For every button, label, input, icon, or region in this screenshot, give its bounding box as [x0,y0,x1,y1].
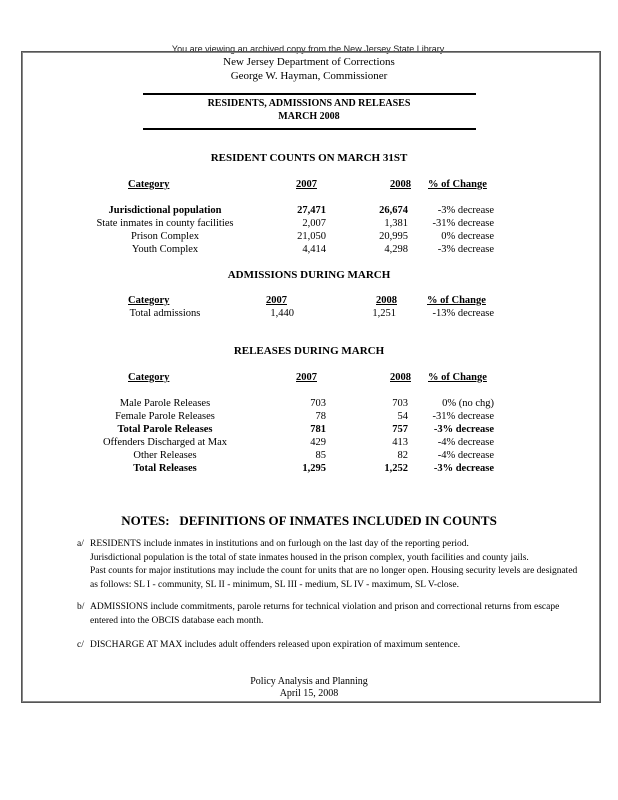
archive-watermark: You are viewing an archived copy from the New Jersey State Library. [171,44,447,54]
note-line: ADMISSIONS include commitments, parole returns for technical violation and prison and correctional returns from escape [90,602,560,612]
admissions-col-2007: 2007 [266,295,287,306]
row-change: -3% decrease [433,463,494,474]
title-rule-bottom [143,128,476,130]
title-rule-top [143,93,476,95]
admissions-row [0,308,618,321]
row-2008: 413 [392,437,408,448]
row-2007: 21,050 [297,231,326,242]
row-2008: 4,298 [384,244,408,255]
residents-col-category: Category [128,179,170,190]
row-2007: 1,295 [302,463,326,474]
row-change: -4% decrease [437,450,494,461]
row-2008: 20,995 [379,231,408,242]
releases-row [0,437,618,450]
row-2007: 4,414 [302,244,326,255]
row-category: Other Releases [133,450,197,461]
row-category: Total Releases [133,463,197,474]
note-line: DISCHARGE AT MAX includes adult offenders released upon expiration of maximum sentence. [90,640,461,650]
note-label: b/ [77,602,85,612]
note-label: c/ [77,640,84,650]
note-c [77,639,597,653]
releases-row [0,463,618,476]
row-change: -13% decrease [432,308,494,319]
row-category: State inmates in county facilities [96,218,234,229]
row-2007: 703 [310,398,326,409]
notes-title: NOTES: DEFINITIONS OF INMATES INCLUDED IN COUNTS [121,513,497,528]
row-category: Prison Complex [131,231,199,242]
residents-col-2008: 2008 [390,179,411,190]
row-2008: 54 [397,411,408,422]
residents-row [0,231,618,244]
row-change: -4% decrease [437,437,494,448]
row-2007: 27,471 [297,205,326,216]
residents-row [0,218,618,231]
row-change: -3% decrease [437,205,494,216]
row-2007: 2,007 [302,218,326,229]
admissions-col-category: Category [128,295,170,306]
note-a [77,538,597,594]
releases-col-category: Category [128,372,170,383]
note-line: as follows: SL I - community, SL II - minimum, SL III - medium, SL IV - maximum, SL V-close. [90,579,459,590]
residents-row [0,205,618,218]
footer-office: Policy Analysis and Planning [250,676,368,687]
row-2007: 429 [310,437,326,448]
releases-row [0,424,618,437]
row-category: Youth Complex [131,244,199,255]
row-2008: 1,251 [372,308,396,319]
report-title: RESIDENTS, ADMISSIONS AND RELEASES [207,98,411,109]
row-category: Female Parole Releases [115,411,215,422]
row-change: 0% (no chg) [442,398,494,409]
row-2007: 78 [315,411,326,422]
releases-row [0,450,618,463]
row-category: Total Parole Releases [117,424,213,435]
row-change: -3% decrease [433,424,494,435]
row-2008: 1,252 [384,463,408,474]
admissions-col-2008: 2008 [376,295,397,306]
report-period: MARCH 2008 [278,111,340,122]
admissions-heading: ADMISSIONS DURING MARCH [227,269,391,281]
row-category: Jurisdictional population [108,205,222,216]
releases-row [0,398,618,411]
releases-col-2007: 2007 [296,372,317,383]
footer-date: April 15, 2008 [279,688,339,699]
row-2007: 85 [315,450,326,461]
note-label: a/ [77,539,84,549]
department-name: New Jersey Department of Corrections [223,56,395,68]
note-b [77,601,597,629]
residents-col-change: % of Change [428,179,487,190]
row-2008: 703 [392,398,408,409]
row-2008: 757 [392,424,408,435]
row-2008: 1,381 [384,218,408,229]
releases-heading: RELEASES DURING MARCH [233,345,385,357]
releases-col-change: % of Change [428,372,487,383]
releases-col-2008: 2008 [390,372,411,383]
note-line: Past counts for major institutions may include the count for units that are no longer open. Housing security levels are designated [90,566,578,576]
row-change: -31% decrease [432,218,494,229]
row-2007: 781 [310,424,326,435]
row-change: 0% decrease [441,231,494,242]
commissioner-name: George W. Hayman, Commissioner [230,70,388,82]
row-2007: 1,440 [270,308,294,319]
admissions-col-change: % of Change [427,295,486,306]
row-2008: 26,674 [379,205,408,216]
row-category: Total admissions [129,308,201,319]
residents-row [0,244,618,257]
note-line: entered into the OBCIS database each month. [90,615,264,626]
note-line: RESIDENTS include inmates in institutions and on furlough on the last day of the reporting period. [90,539,469,549]
note-line: Jurisdictional population is the total of state inmates housed in the prison complex, youth facilities and county jails. [90,552,529,563]
row-change: -3% decrease [437,244,494,255]
row-2008: 82 [397,450,408,461]
residents-col-2007: 2007 [296,179,317,190]
row-category: Offenders Discharged at Max [102,437,228,448]
residents-heading: RESIDENT COUNTS ON MARCH 31ST [210,152,408,164]
row-category: Male Parole Releases [119,398,211,409]
releases-row [0,411,618,424]
row-change: -31% decrease [432,411,494,422]
